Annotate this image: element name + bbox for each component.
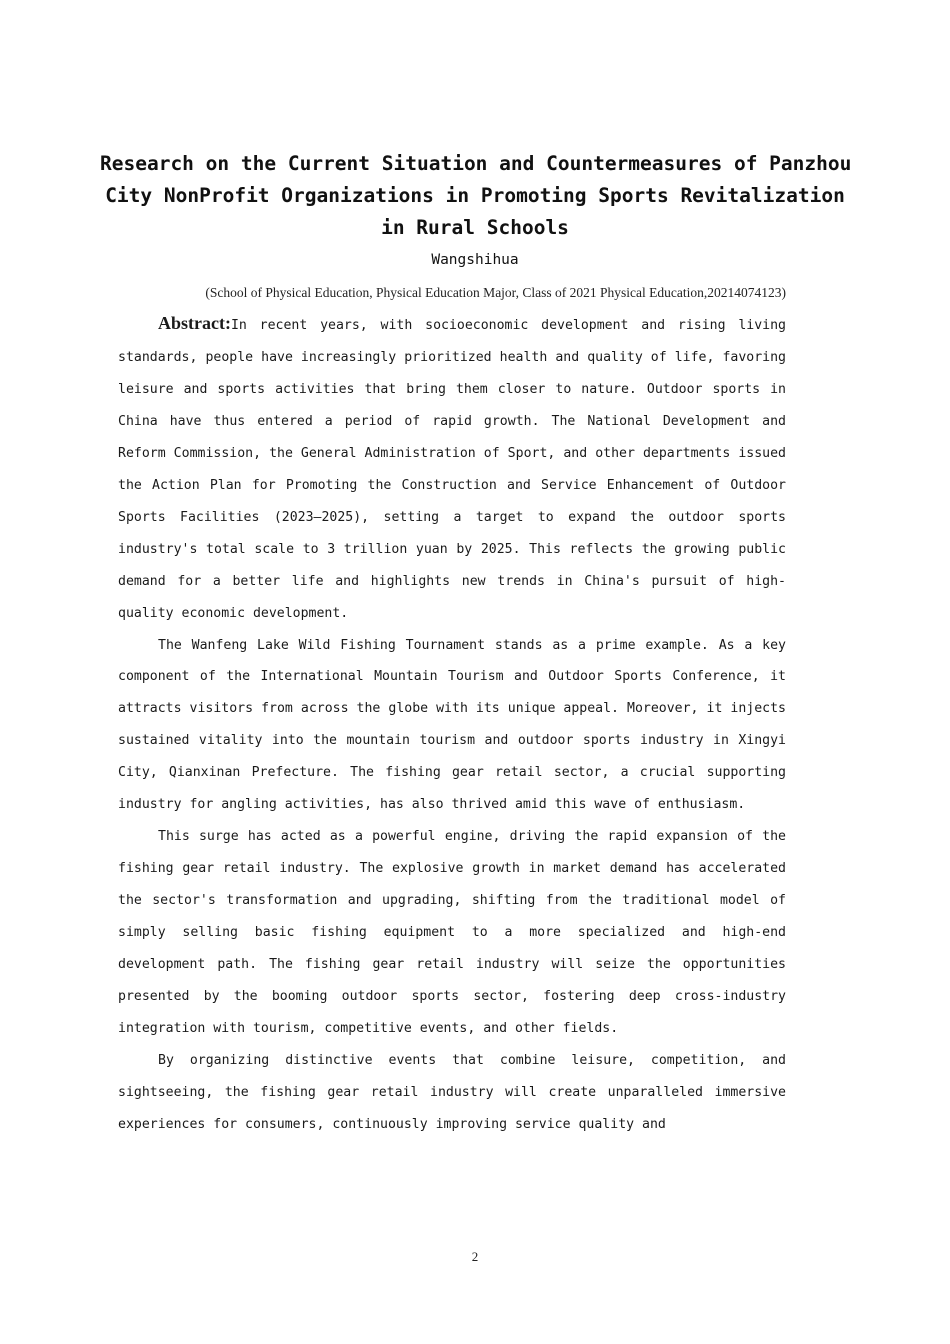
author-affiliation: (School of Physical Education, Physical Education Major, Class of 2021 Physical Education,20214074123) bbox=[205, 285, 786, 300]
title-line: City NonProfit Organizations in Promoting Sports Revitalization bbox=[105, 184, 845, 207]
body-paragraph: By organizing distinctive events that combine leisure, competition, and sightseeing, the fishing gear retail industry will create unparalleled immersive experiences for consumers, continuously improving service quality and bbox=[118, 1052, 786, 1132]
abstract-text: In recent years, with socioeconomic development and rising living standards, people have increasingly prioritized health and quality of life, favoring leisure and sports activities that bring them closer to nature. Outdoor sports in China have thus entered a period of rapid growth. The National Development and Reform Commission, the General Administration of Sport, and other departments issued the Action Plan for Promoting the Construction and Service Enhancement of Outdoor Sports Facilities (2023–2025), setting a target to expand the outdoor sports industry's total scale to 3 trillion yuan by 2025. This reflects the growing public demand for a better life and highlights new trends in China's pursuit of high-quality economic development. bbox=[118, 318, 786, 621]
author-name: Wangshihua bbox=[431, 252, 519, 268]
abstract-paragraph bbox=[118, 308, 786, 630]
title-line: in Rural Schools bbox=[381, 216, 569, 239]
abstract-body bbox=[118, 308, 786, 1141]
abstract-label: Abstract: bbox=[158, 313, 231, 333]
body-paragraph: The Wanfeng Lake Wild Fishing Tournament stands as a prime example. As a key component of the International Mountain Tourism and Outdoor Sports Conference, it attracts visitors from across the globe with its unique appeal. Moreover, it injects sustained vitality into the mountain tourism and outdoor sports industry in Xingyi City, Qianxinan Prefecture. The fishing gear retail sector, a crucial supporting industry for angling activities, has also thrived amid this wave of enthusiasm. bbox=[118, 637, 786, 813]
title-line: Research on the Current Situation and Countermeasures of Panzhou bbox=[100, 152, 852, 175]
page-number: 2 bbox=[471, 1249, 479, 1264]
body-paragraph: This surge has acted as a powerful engine, driving the rapid expansion of the fishing gear retail industry. The explosive growth in market demand has accelerated the sector's transformation and upgrading, shifting from the traditional model of simply selling basic fishing equipment to a more specialized and high-end development path. The fishing gear retail industry will seize the opportunities presented by the booming outdoor sports sector, fostering deep cross-industry integration with tourism, competitive events, and other fields. bbox=[118, 829, 786, 1036]
paper-title bbox=[100, 148, 850, 244]
